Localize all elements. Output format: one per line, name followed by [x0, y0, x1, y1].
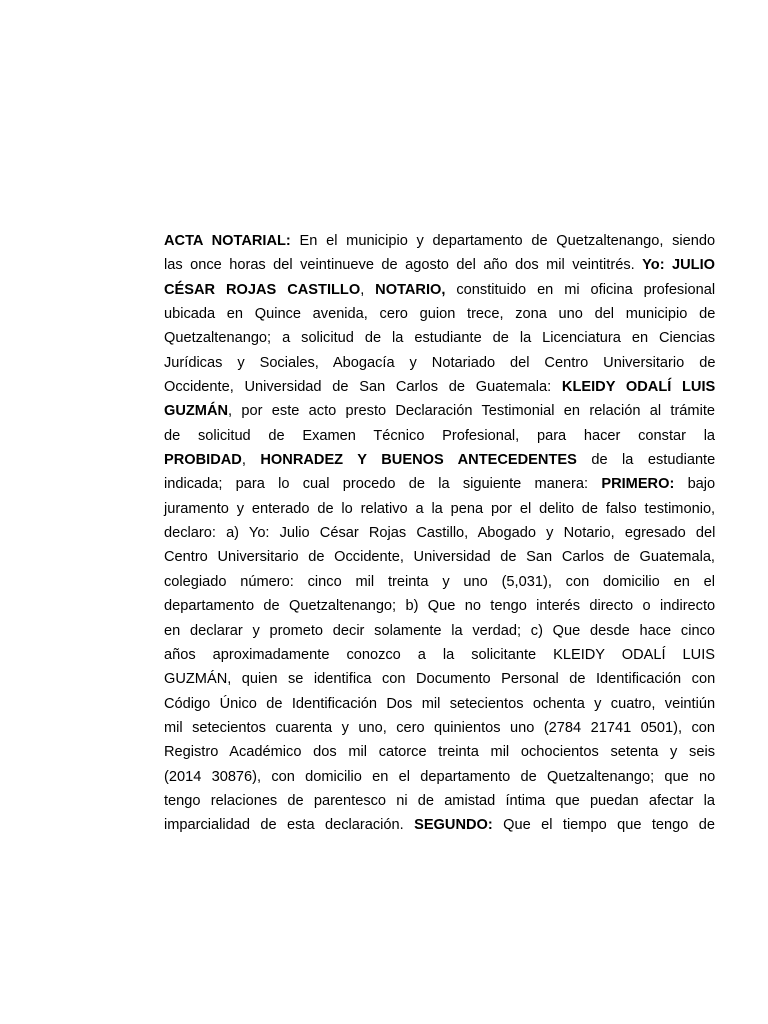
- text-line: [164, 302, 715, 326]
- text-run: Código Único de Identificación Dos mil setecientos ochenta y cuatro, veintiún: [164, 695, 716, 712]
- text-line: [164, 643, 715, 667]
- text-run: (2014 30876), con domicilio en el departamento de Quetzaltenango; que no: [164, 768, 716, 785]
- text-run: Que el tiempo que tengo de: [492, 817, 715, 834]
- bold-text: Yo: JULIO: [642, 257, 715, 274]
- text-run: colegiado número: cinco mil treinta y uno (5,031), con domicilio en el: [164, 573, 715, 590]
- text-run: Registro Académico dos mil catorce treinta mil ochocientos setenta y seis: [164, 744, 715, 761]
- text-run: años aproximadamente conozco a la solicitante KLEIDY ODALÍ LUIS: [164, 646, 715, 663]
- text-line: [164, 740, 715, 764]
- text-line: [164, 692, 715, 716]
- text-line: [164, 667, 715, 691]
- text-line: [164, 229, 715, 253]
- text-run: bajo: [674, 476, 716, 493]
- text-line: [164, 594, 715, 618]
- text-line: [164, 570, 715, 594]
- text-run: juramento y enterado de lo relativo a la pena por el delito de falso testimonio,: [164, 500, 716, 517]
- bold-text: CÉSAR ROJAS CASTILLO: [164, 281, 361, 298]
- text-line: [164, 326, 715, 350]
- text-run: Occidente, Universidad de San Carlos de Guatemala:: [164, 379, 562, 396]
- text-line: [164, 813, 715, 837]
- text-line: [164, 716, 715, 740]
- text-line: [164, 399, 715, 423]
- text-run: constituido en mi oficina profesional: [445, 281, 716, 298]
- text-run: departamento de Quetzaltenango; b) Que no tengo interés directo o indirecto: [164, 598, 716, 615]
- text-line: [164, 375, 715, 399]
- text-run: tengo relaciones de parentesco ni de amistad íntima que puedan afectar la: [164, 792, 715, 809]
- notarial-act-body: [164, 229, 715, 838]
- text-run: Quetzaltenango; a solicitud de la estudiante de la Licenciatura en Ciencias: [164, 330, 715, 347]
- text-run: Centro Universitario de Occidente, Universidad de San Carlos de Guatemala,: [164, 549, 715, 566]
- text-line: [164, 351, 715, 375]
- text-run: en declarar y prometo decir solamente la verdad; c) Que desde hace cinco: [164, 622, 715, 639]
- bold-text: GUZMÁN: [164, 403, 229, 420]
- text-line: [164, 253, 715, 277]
- text-run: GUZMÁN, quien se identifica con Documento Personal de Identificación con: [164, 671, 716, 688]
- bold-text: PRIMERO:: [601, 476, 675, 493]
- text-line: [164, 424, 715, 448]
- bold-text: NOTARIO,: [375, 281, 446, 298]
- text-run: ,: [241, 452, 261, 469]
- text-run: ubicada en Quince avenida, cero guion trece, zona uno del municipio de: [164, 306, 716, 323]
- text-run: En el municipio y departamento de Quetzaltenango, siendo: [290, 233, 716, 249]
- text-line: [164, 278, 715, 302]
- text-run: mil setecientos cuarenta y uno, cero quinientos uno (2784 21741 0501), con: [164, 719, 715, 736]
- text-line: [164, 472, 715, 496]
- text-run: de la estudiante: [576, 452, 716, 469]
- text-line: [164, 619, 715, 643]
- text-line: [164, 497, 715, 521]
- text-line: [164, 521, 715, 545]
- bold-text: PROBIDAD: [164, 452, 242, 469]
- text-run: ,: [360, 281, 376, 298]
- text-run: declaro: a) Yo: Julio César Rojas Castillo, Abogado y Notario, egresado del: [164, 525, 716, 542]
- text-line: [164, 448, 715, 472]
- text-run: de solicitud de Examen Técnico Profesional, para hacer constar la: [164, 427, 716, 444]
- bold-text: SEGUNDO:: [414, 817, 493, 834]
- bold-text: ACTA NOTARIAL:: [164, 233, 291, 249]
- text-line: [164, 545, 715, 569]
- text-line: [164, 765, 715, 789]
- text-run: , por este acto presto Declaración Testimonial en relación al trámite: [228, 403, 715, 420]
- text-run: Jurídicas y Sociales, Abogacía y Notariado del Centro Universitario de: [164, 354, 716, 371]
- text-run: las once horas del veintinueve de agosto del año dos mil veintitrés.: [164, 257, 643, 274]
- bold-text: HONRADEZ Y BUENOS ANTECEDENTES: [260, 452, 577, 469]
- text-run: imparcialidad de esta declaración.: [164, 817, 415, 834]
- text-line: [164, 789, 715, 813]
- text-run: indicada; para lo cual procedo de la siguiente manera:: [164, 476, 602, 493]
- bold-text: KLEIDY ODALÍ LUIS: [561, 379, 716, 396]
